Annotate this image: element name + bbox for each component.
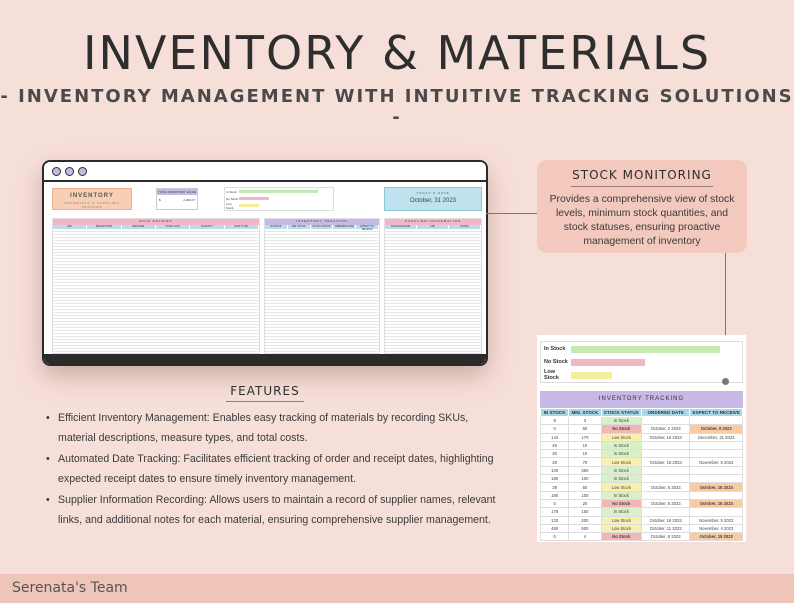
stock-chart-bar (571, 359, 645, 366)
expect-date-cell: October, 16 2023 (690, 483, 743, 491)
window-title-bar (44, 162, 486, 182)
min-stock-cell: 50 (569, 483, 601, 491)
stock-status-cell: No Stock (601, 425, 641, 433)
stock-chart-row (541, 356, 742, 368)
stock-status-cell: Low Stock (601, 524, 641, 532)
page-title: INVENTORY & MATERIALS (82, 26, 712, 80)
sheet-column-header: MIN. STOCK (288, 225, 311, 229)
stock-status-cell: In Stock (601, 450, 641, 458)
in-stock-cell: 133 (541, 516, 569, 524)
min-stock-cell: 3 (569, 417, 601, 425)
connector-line (486, 213, 538, 214)
window-dot-icon (65, 167, 74, 176)
features-heading (0, 384, 530, 402)
sheet-column-header: EXPECT TO RECEIVE (356, 225, 379, 229)
ordered-date-cell (641, 450, 689, 458)
ordered-date-cell (641, 441, 689, 449)
expect-date-cell: November, 4 2023 (690, 524, 743, 532)
in-stock-cell: 0 (541, 533, 569, 541)
stock-chart-label: No Stock (544, 359, 568, 365)
mini-chart-row (225, 195, 333, 202)
table-row (541, 516, 743, 524)
min-stock-cell: 100 (569, 491, 601, 499)
in-stock-cell: 45 (541, 441, 569, 449)
sheet-column-header: IN STOCK (265, 225, 288, 229)
window-dot-icon (78, 167, 87, 176)
tracking-column-header: ORDERED DATE (641, 409, 689, 417)
sheet-column-header: DESCRIPTION (87, 225, 121, 229)
logo-title: INVENTORY (70, 193, 114, 199)
tracking-table-body (541, 417, 743, 541)
sheet-column-header: MEASURE (122, 225, 156, 229)
stock-chart-row (541, 343, 742, 355)
mini-chart-bar (239, 197, 269, 200)
stock-chart-bar (571, 372, 612, 379)
in-stock-cell: 30 (541, 450, 569, 458)
expect-date-cell (690, 417, 743, 425)
mini-chart-label: No Stock (226, 196, 239, 201)
table-row (541, 508, 743, 516)
sheet-section-title: MAIN ENTRIES (53, 219, 259, 225)
ordered-date-cell (641, 491, 689, 499)
tracking-column-header: IN STOCK (541, 409, 569, 417)
stock-status-cell: Low Stock (601, 483, 641, 491)
sheet-column-headers (53, 225, 259, 229)
sheet-column-headers (265, 225, 379, 229)
tracking-column-header: EXPECT TO RECEIVE (690, 409, 743, 417)
feature-item: • Efficient Inventory Management: Enables easy tracking of materials by recording SKUs, material descriptions, measure types, and total costs. (46, 408, 508, 448)
stock-status-cell: In Stock (601, 508, 641, 516)
stock-status-chart (540, 341, 743, 383)
stock-status-cell: In Stock (601, 441, 641, 449)
footer (0, 574, 794, 603)
in-stock-cell: 8 (541, 417, 569, 425)
mini-chart-row (225, 188, 333, 195)
min-stock-cell: 150 (569, 508, 601, 516)
total-value-row (157, 195, 197, 205)
in-stock-cell: 480 (541, 524, 569, 532)
sheet-column-header: SKU (53, 225, 87, 229)
ordered-date-cell (641, 417, 689, 425)
sheet-rows (265, 229, 379, 354)
stock-chart-bar (571, 346, 720, 353)
expect-date-cell (690, 491, 743, 499)
stock-status-cell: Low Stock (601, 458, 641, 466)
sheet-column-header: QUANTITY (190, 225, 224, 229)
mini-chart-label: In Stock (226, 189, 237, 194)
sheet-column-header: ORDERED DATE (333, 225, 356, 229)
stock-status-cell: Low Stock (601, 516, 641, 524)
date-label: TODAY'S DATE (416, 191, 450, 195)
ordered-date-cell (641, 508, 689, 516)
table-row (541, 491, 743, 499)
todays-date-box (384, 187, 482, 211)
min-stock-cell: 100 (569, 475, 601, 483)
inventory-tracking-zoom (537, 335, 746, 542)
min-stock-cell: 10 (569, 450, 601, 458)
main-entries-sheet (52, 218, 260, 354)
mini-chart-label: Low Stock (226, 201, 234, 210)
spreadsheet-window (42, 160, 488, 366)
window-dot-icon (52, 167, 61, 176)
logo-subtitle: MATERIALS & SUPPLIES TRACKER (64, 201, 120, 209)
stock-chart-row (541, 369, 742, 381)
ordered-date-cell: October, 11 2023 (641, 524, 689, 532)
total-currency: $ (159, 198, 161, 202)
mini-chart-bar (239, 204, 259, 207)
in-stock-cell: 39 (541, 483, 569, 491)
stock-chart-label: In Stock (544, 346, 566, 352)
table-row (541, 417, 743, 425)
date-value: October, 31 2023 (409, 198, 457, 204)
mini-chart-bar (239, 190, 318, 193)
table-row (541, 441, 743, 449)
in-stock-cell: 178 (541, 508, 569, 516)
ordered-date-cell: October, 6 2023 (641, 483, 689, 491)
sheet-rows (53, 229, 259, 354)
mini-chart-row (225, 202, 333, 209)
in-stock-cell: 144 (541, 433, 569, 441)
stock-status-cell: Low Stock (601, 433, 641, 441)
sheet-column-header: STOCK STATUS (311, 225, 334, 229)
inventory-logo (52, 188, 132, 210)
monitoring-title: STOCK MONITORING (571, 168, 713, 187)
tracking-title: INVENTORY TRACKING (540, 391, 743, 408)
min-stock-cell: 170 (569, 433, 601, 441)
table-row (541, 499, 743, 507)
inventory-tracking-sheet (264, 218, 380, 354)
sheet-rows (385, 229, 481, 354)
stock-status-cell: In Stock (601, 466, 641, 474)
sheet-section-title: SUPPLIER INFORMATION (385, 219, 481, 225)
in-stock-cell: 30 (541, 458, 569, 466)
min-stock-cell: 20 (569, 499, 601, 507)
expect-date-cell: November, 5 2023 (690, 516, 743, 524)
stock-monitoring-card (537, 160, 747, 253)
table-row (541, 475, 743, 483)
expect-date-cell (690, 466, 743, 474)
ordered-date-cell: October, 16 2023 (641, 433, 689, 441)
supplier-information-sheet (384, 218, 482, 354)
table-row (541, 450, 743, 458)
total-label: TOTAL INVENTORY VALUE (158, 190, 196, 194)
expect-date-cell: October, 9 2023 (690, 425, 743, 433)
table-row (541, 533, 743, 541)
footer-brand: Serenata's Team (12, 580, 128, 596)
expect-date-cell (690, 508, 743, 516)
spreadsheet-body (44, 182, 486, 366)
expect-date-cell: October, 16 2023 (690, 499, 743, 507)
feature-item: • Supplier Information Recording: Allows users to maintain a record of supplier names, relevant links, and additional notes for each material, ensuring comprehensive supplier management. (46, 490, 508, 530)
stock-status-cell: No Stock (601, 499, 641, 507)
mini-stock-chart (224, 187, 334, 211)
min-stock-cell: 200 (569, 516, 601, 524)
min-stock-cell: 50 (569, 425, 601, 433)
sheet-column-header: TOTAL COST (156, 225, 190, 229)
expect-date-cell: December, 21 2023 (690, 433, 743, 441)
sheet-column-header: NOTES (449, 225, 481, 229)
table-row (541, 458, 743, 466)
table-row (541, 466, 743, 474)
expect-date-cell (690, 450, 743, 458)
in-stock-cell: 180 (541, 491, 569, 499)
feature-item: • Automated Date Tracking: Facilitates efficient tracking of order and receipt dates, highlighting expected receipt dates to ensure timely inventory management. (46, 449, 508, 489)
ordered-date-cell: October, 16 2023 (641, 516, 689, 524)
min-stock-cell: 500 (569, 524, 601, 532)
ordered-date-cell: October, 15 2023 (641, 458, 689, 466)
ordered-date-cell (641, 475, 689, 483)
expect-date-cell: November, 9 2023 (690, 458, 743, 466)
page-subtitle: - INVENTORY MANAGEMENT WITH INTUITIVE TRACKING SOLUTIONS - (0, 86, 794, 128)
stock-chart-label: Low Stock (544, 369, 559, 381)
total-value: 2,200.07 (183, 198, 195, 202)
ordered-date-cell (641, 466, 689, 474)
features-list (46, 408, 508, 531)
sheet-column-header: COST TOTAL (225, 225, 259, 229)
in-stock-cell: 0 (541, 499, 569, 507)
total-inventory-box (156, 188, 198, 210)
in-stock-cell: 160 (541, 475, 569, 483)
in-stock-cell: 0 (541, 425, 569, 433)
table-row (541, 425, 743, 433)
sheet-column-header: LINK (417, 225, 449, 229)
connector-dot-icon (722, 378, 729, 385)
monitoring-description: Provides a comprehensive view of stock levels, minimum stock quantities, and stock statuses, ensuring proactive management of inventory (549, 194, 735, 247)
table-row (541, 483, 743, 491)
stock-status-cell: In Stock (601, 491, 641, 499)
tracking-table-header (541, 409, 743, 417)
window-bottom-bezel (44, 354, 486, 366)
expect-date-cell (690, 475, 743, 483)
min-stock-cell: 4 (569, 533, 601, 541)
sheet-column-headers (385, 225, 481, 229)
stock-status-cell: In Stock (601, 417, 641, 425)
sheet-section-title: INVENTORY TRACKING (265, 219, 379, 225)
features-title: FEATURES (226, 384, 303, 402)
table-row (541, 433, 743, 441)
ordered-date-cell: October, 2 2023 (641, 425, 689, 433)
stock-status-cell: In Stock (601, 475, 641, 483)
tracking-table (540, 408, 743, 541)
in-stock-cell: 100 (541, 466, 569, 474)
expect-date-cell (690, 441, 743, 449)
ordered-date-cell: October, 6 2023 (641, 533, 689, 541)
expect-date-cell: October, 15 2023 (690, 533, 743, 541)
min-stock-cell: 70 (569, 458, 601, 466)
ordered-date-cell: October, 5 2023 (641, 499, 689, 507)
table-row (541, 524, 743, 532)
sheet-column-header: SUPPLIER NAME (385, 225, 417, 229)
min-stock-cell: 350 (569, 466, 601, 474)
tracking-column-header: MIN. STOCK (569, 409, 601, 417)
min-stock-cell: 10 (569, 441, 601, 449)
stock-status-cell: No Stock (601, 533, 641, 541)
tracking-column-header: STOCK STATUS (601, 409, 641, 417)
